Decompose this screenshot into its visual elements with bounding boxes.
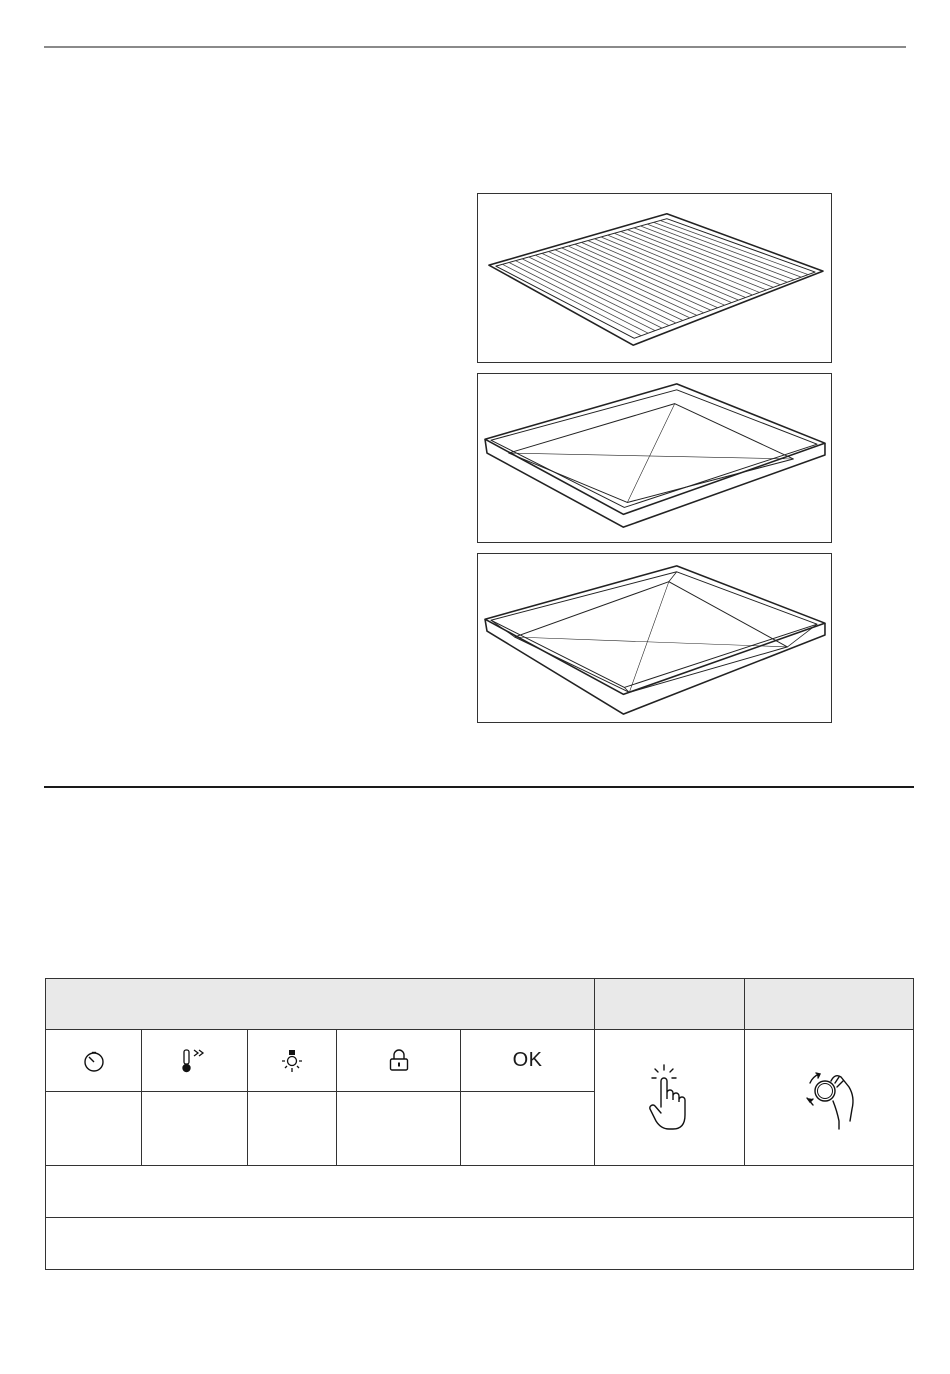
thermometer-fast-heat-icon (180, 1048, 210, 1074)
header-cell-knob (745, 979, 914, 1030)
timer-cell (46, 1030, 142, 1092)
knob-cell (745, 1030, 914, 1166)
header-cell-touch (595, 979, 745, 1030)
lamp-label (248, 1092, 337, 1166)
lock-label (337, 1092, 461, 1166)
timer-icon (82, 1049, 106, 1073)
fast-heat-cell (142, 1030, 248, 1092)
ok-label (461, 1092, 595, 1166)
baking-tray-illustration (477, 373, 832, 543)
icon-row (46, 1030, 914, 1092)
controls-table (45, 978, 914, 1270)
touch-cell (595, 1030, 745, 1166)
note-row-b (46, 1218, 914, 1270)
ok-cell (461, 1030, 595, 1092)
section-divider (44, 786, 914, 788)
lock-cell (337, 1030, 461, 1092)
table-row (46, 1218, 914, 1270)
header-cell-functions (46, 979, 595, 1030)
rotary-knob-icon (797, 1063, 861, 1133)
top-divider (44, 46, 906, 48)
table-header-row (46, 979, 914, 1030)
deep-pan-illustration (477, 553, 832, 723)
touch-gesture-icon (645, 1063, 695, 1133)
note-row-a (46, 1166, 914, 1218)
lock-icon (388, 1049, 410, 1073)
wire-shelf-illustration (477, 193, 832, 363)
lamp-cell (248, 1030, 337, 1092)
timer-label (46, 1092, 142, 1166)
lamp-icon (279, 1048, 305, 1074)
ok-icon: OK (512, 1049, 543, 1071)
fast-heat-label (142, 1092, 248, 1166)
table-row (46, 1166, 914, 1218)
